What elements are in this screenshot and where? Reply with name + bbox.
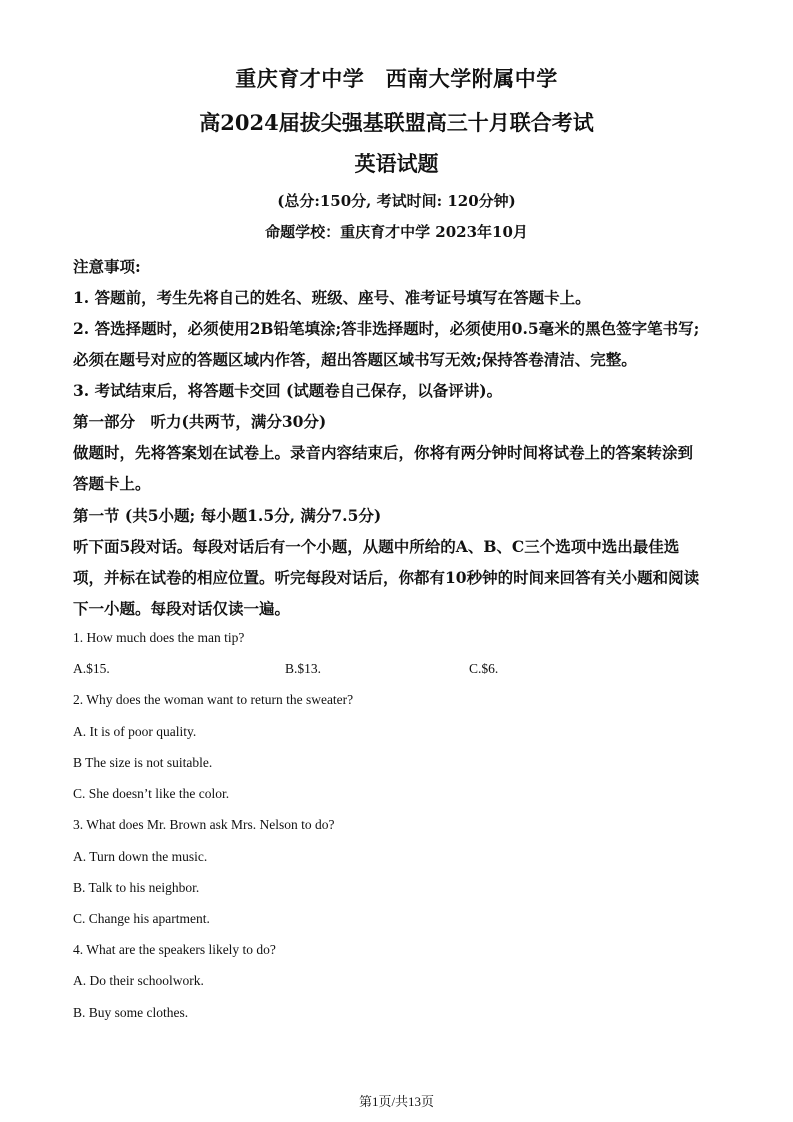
question-2-option-b: B The size is not suitable. [73,755,213,770]
notes-heading: 注意事项: [73,257,141,276]
note-item-3: 3. 考试结束后，将答题卡交回 (试题卷自己保存，以备评讲)。 [73,381,503,400]
question-4-option-b: B. Buy some clothes. [73,1005,189,1020]
part1-instruction-line-1: 做题时，先将答案划在试卷上。录音内容结束后，你将有两分钟时间将试卷上的答案转涂到 [73,443,694,462]
question-4-stem: 4. What are the speakers likely to do? [73,942,276,957]
question-2-stem: 2. Why does the woman want to return the sweater? [73,692,354,707]
question-2-option-a: A. It is of poor quality. [73,724,197,739]
question-1-stem: 1. How much does the man tip? [73,630,245,645]
note-item-1: 1. 答题前，考生先将自己的姓名、班级、座号、准考证号填写在答题卡上。 [73,288,591,307]
section1-instruction-line-3: 下一小题。每段对话仅读一遍。 [73,599,291,618]
question-1-option-b: B.$13. [285,661,322,676]
question-3-option-b: B. Talk to his neighbor. [73,880,200,895]
section1-instruction-line-1: 听下面5段对话。每段对话后有一个小题，从题中所给的A、B、C三个选项中选出最佳选 [73,537,680,556]
section1-instruction-line-2: 项，并标在试卷的相应位置。听完每段对话后，你都有10秒钟的时间来回答有关小题和阅读 [73,568,700,587]
question-2-option-c: C. She doesn’t like the color. [73,786,230,801]
question-3-option-c: C. Change his apartment. [73,911,210,926]
subject-title: 英语试题 [354,151,439,176]
part1-instruction-line-2: 答题卡上。 [73,474,151,493]
question-3-stem: 3. What does Mr. Brown ask Mrs. Nelson to do? [73,817,335,832]
question-1-option-c: C.$6. [469,661,499,676]
section1-heading: 第一节 (共5小题; 每小题1.5分, 满分7.5分) [73,506,382,525]
part1-heading: 第一部分 听力(共两节，满分30分) [73,412,327,431]
question-3-option-a: A. Turn down the music. [73,849,208,864]
setter-info: 命题学校：重庆育才中学 2023年10月 [265,223,528,241]
note-item-2-line-1: 2. 答选择题时，必须使用2B铅笔填涂;答非选择题时，必须使用0.5毫米的黑色签字笔书写; [73,319,700,338]
page-number: 第1页/共13页 [358,1094,435,1109]
exam-title: 高2024届拔尖强基联盟高三十月联合考试 [199,110,594,135]
school-names: 重庆育才中学 西南大学附属中学 [235,66,558,91]
question-1-option-a: A.$15. [73,661,110,676]
score-and-time: (总分:150分, 考试时间: 120分钟) [277,192,516,210]
question-4-option-a: A. Do their schoolwork. [73,973,204,988]
note-item-2-line-2: 必须在题号对应的答题区域内作答，超出答题区域书写无效;保持答卷清洁、完整。 [73,350,637,369]
